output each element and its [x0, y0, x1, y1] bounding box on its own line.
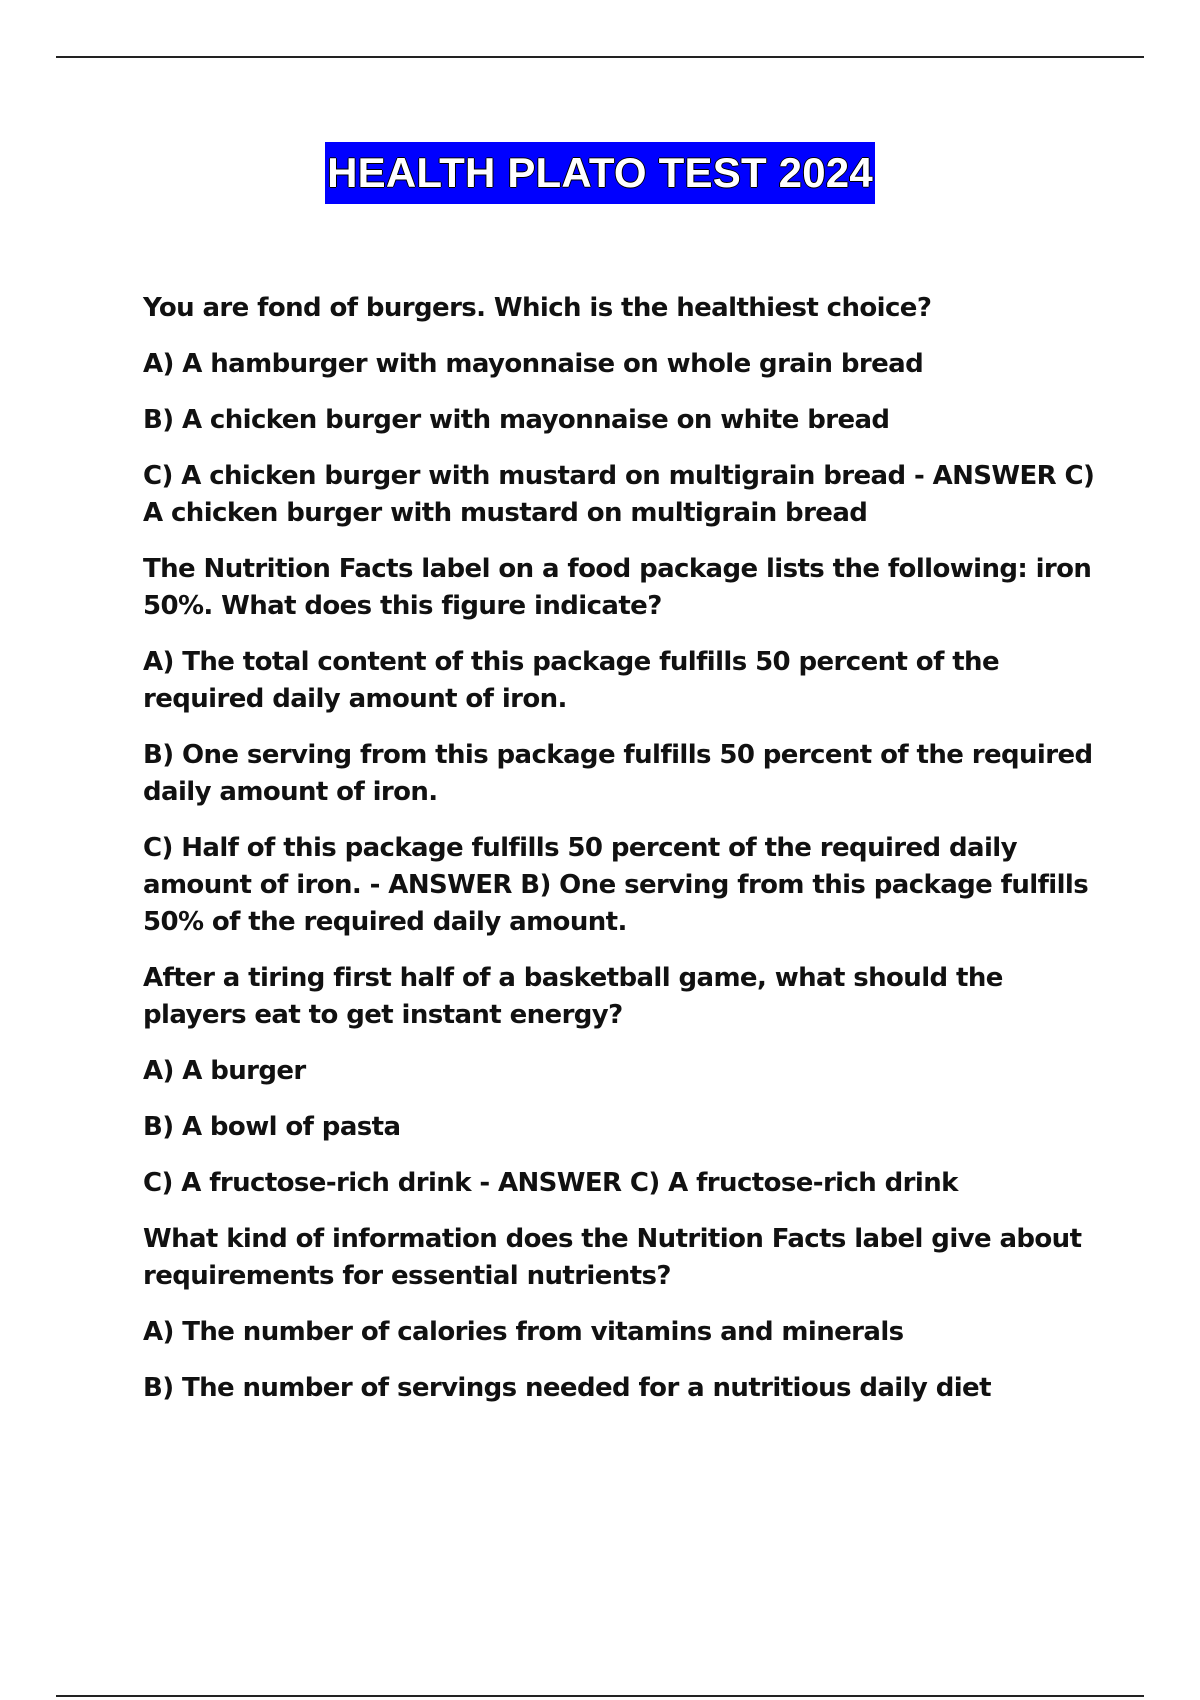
question-4: What kind of information does the Nutrition Facts label give about requirements for essential nutrients?: [143, 1224, 1082, 1291]
question-3-option-b: B) A bowl of pasta: [143, 1112, 401, 1142]
question-3-option-a: A) A burger: [143, 1056, 306, 1086]
top-rule: [56, 56, 1144, 58]
question-4-option-b: B) The number of servings needed for a nutritious daily diet: [143, 1373, 991, 1403]
question-3: After a tiring first half of a basketball game, what should the players eat to get instant energy?: [143, 963, 1003, 1030]
title-banner: [0, 142, 1200, 204]
question-2: The Nutrition Facts label on a food package lists the following: iron 50%. What does this figure indicate?: [143, 554, 1092, 621]
bottom-rule: [56, 1695, 1144, 1697]
question-1-option-c-answer: C) A chicken burger with mustard on multigrain bread - ANSWER C) A chicken burger with mustard on multigrain bread: [143, 461, 1095, 528]
question-2-option-c-answer: C) Half of this package fulfills 50 percent of the required daily amount of iron. - ANSWER B) One serving from this package fulfills 50% of the required daily amount.: [143, 833, 1089, 937]
question-2-option-b: B) One serving from this package fulfills 50 percent of the required daily amount of iron.: [143, 740, 1093, 807]
document-title: HEALTH PLATO TEST 2024: [325, 142, 875, 204]
document-body: [143, 290, 1103, 1426]
question-2-option-a: A) The total content of this package fulfills 50 percent of the required daily amount of iron.: [143, 647, 1000, 714]
question-1-option-a: A) A hamburger with mayonnaise on whole grain bread: [143, 349, 924, 379]
question-4-option-a: A) The number of calories from vitamins and minerals: [143, 1317, 904, 1347]
question-1-option-b: B) A chicken burger with mayonnaise on white bread: [143, 405, 890, 435]
question-3-option-c-answer: C) A fructose-rich drink - ANSWER C) A fructose-rich drink: [143, 1168, 958, 1198]
question-1: You are fond of burgers. Which is the healthiest choice?: [143, 293, 932, 323]
